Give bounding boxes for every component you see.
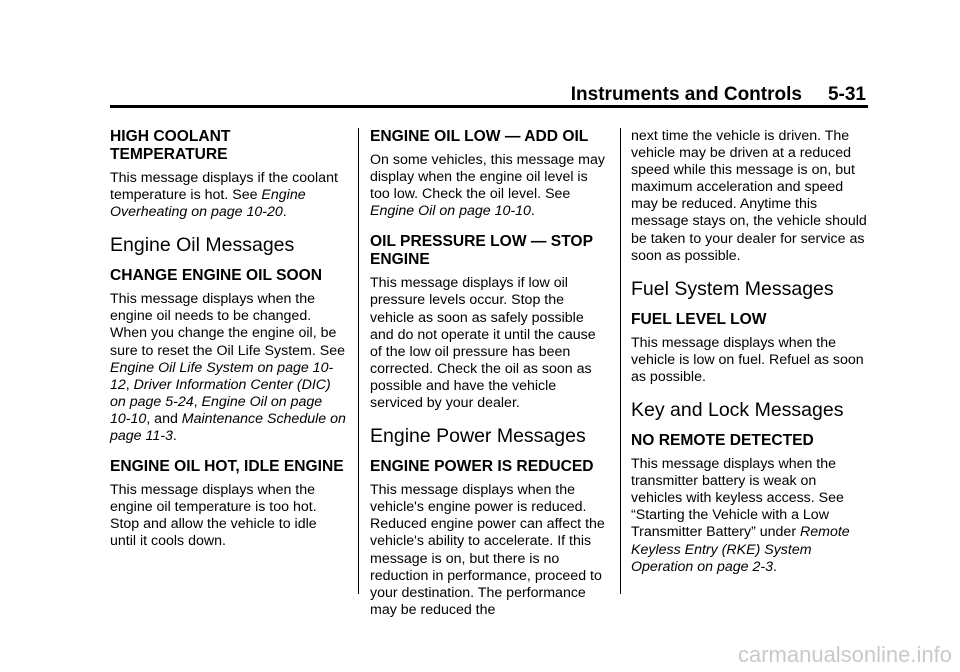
paragraph-coolant: This message displays if the coolant temperature is hot. See Engine Overheating on page 10-20. — [110, 170, 338, 221]
paragraph-fuel-level: This message displays when the vehicle is low on fuel. Refuel as soon as possible. — [631, 334, 864, 385]
paragraph-no-remote: This message displays when the transmitter battery is weak on vehicles with keyless access. See “Starting the Vehicle with a Low Transmitter Battery” under Remote Keyless Entry (RKE) System Operation on page 2-3. — [631, 456, 850, 575]
heading-key-lock-messages: Key and Lock Messages — [631, 399, 844, 422]
heading-fuel-level-low: FUEL LEVEL LOW — [631, 310, 767, 328]
link-dic[interactable]: Driver Information Center (DIC) on page 5-24 — [110, 376, 331, 410]
column-divider — [620, 128, 621, 594]
paragraph-oil-pressure: This message displays if low oil pressure levels occur. Stop the vehicle as soon as safely possible and do not operate it until the cause of the low oil pressure has been corrected. Check the oil as soon as possible and have the vehicle serviced by your dealer. — [370, 275, 596, 412]
heading-engine-power-reduced: ENGINE POWER IS REDUCED — [370, 458, 594, 476]
paragraph-engine-power-continued: next time the vehicle is driven. The vehicle may be driven at a reduced speed while this message is on, but maximum acceleration and speed may be reduced. Anytime this message stays on, the vehicle should be taken to your dealer for service as soon as possible. — [631, 128, 867, 264]
column-1 — [110, 128, 346, 564]
heading-oil-pressure-low: OIL PRESSURE LOW — STOP ENGINE — [370, 233, 593, 269]
page-number: 5-31 — [827, 84, 866, 105]
link-rke-system[interactable]: Remote Keyless Entry (RKE) System Operation on page 2-3 — [631, 524, 850, 575]
column-2 — [370, 128, 606, 632]
column-3 — [631, 128, 867, 589]
link-engine-oil[interactable]: Engine Oil on page 10-10 — [370, 203, 531, 220]
heading-engine-oil-low: ENGINE OIL LOW — ADD OIL — [370, 128, 589, 145]
heading-fuel-system-messages: Fuel System Messages — [631, 277, 834, 300]
heading-engine-oil-hot: ENGINE OIL HOT, IDLE ENGINE — [110, 458, 344, 476]
link-maintenance-schedule[interactable]: Maintenance Schedule on page 11-3 — [110, 410, 346, 445]
paragraph-oil-hot: This message displays when the engine oil temperature is too hot. Stop and allow the vehicle to idle until it cools down. — [110, 482, 317, 550]
paragraph-change-oil: This message displays when the engine oil needs to be changed. When you change the engine oil, be sure to reset the Oil Life System. See Engine Oil Life System on page 10-12, Driver Information Center (DIC) on page 5-24, Engine Oil on page 10-10, and Maintenance Schedule on page 11-3. — [110, 291, 346, 445]
heading-engine-power-messages: Engine Power Messages — [370, 425, 586, 448]
paragraph-oil-low: On some vehicles, this message may display when the engine oil level is too low. Check the oil level. See Engine Oil on page 10-10. — [370, 152, 605, 220]
heading-no-remote-detected: NO REMOTE DETECTED — [631, 432, 814, 450]
heading-engine-oil-messages: Engine Oil Messages — [110, 234, 295, 257]
column-divider — [358, 128, 359, 594]
link-oil-life-system[interactable]: Engine Oil Life System on page 10-12 — [110, 359, 334, 393]
section-title: Instruments and Controls — [570, 84, 802, 105]
link-engine-oil[interactable]: Engine Oil on page 10-10 — [110, 393, 323, 427]
paragraph-engine-power: This message displays when the vehicle's engine power is reduced. Reduced engine power can affect the vehicle's ability to accelerate. If this message is on, but there is no reduction in performance, proceed to your destination. The performance may be reduced the — [370, 482, 605, 618]
heading-high-coolant: HIGH COOLANT TEMPERATURE — [110, 128, 231, 163]
link-engine-overheating[interactable]: Engine Overheating on page 10-20 — [110, 187, 306, 221]
watermark: carmanualsonline.info — [737, 642, 952, 667]
header-rule — [110, 105, 868, 108]
heading-change-engine-oil: CHANGE ENGINE OIL SOON — [110, 267, 322, 285]
page-header — [0, 84, 866, 106]
